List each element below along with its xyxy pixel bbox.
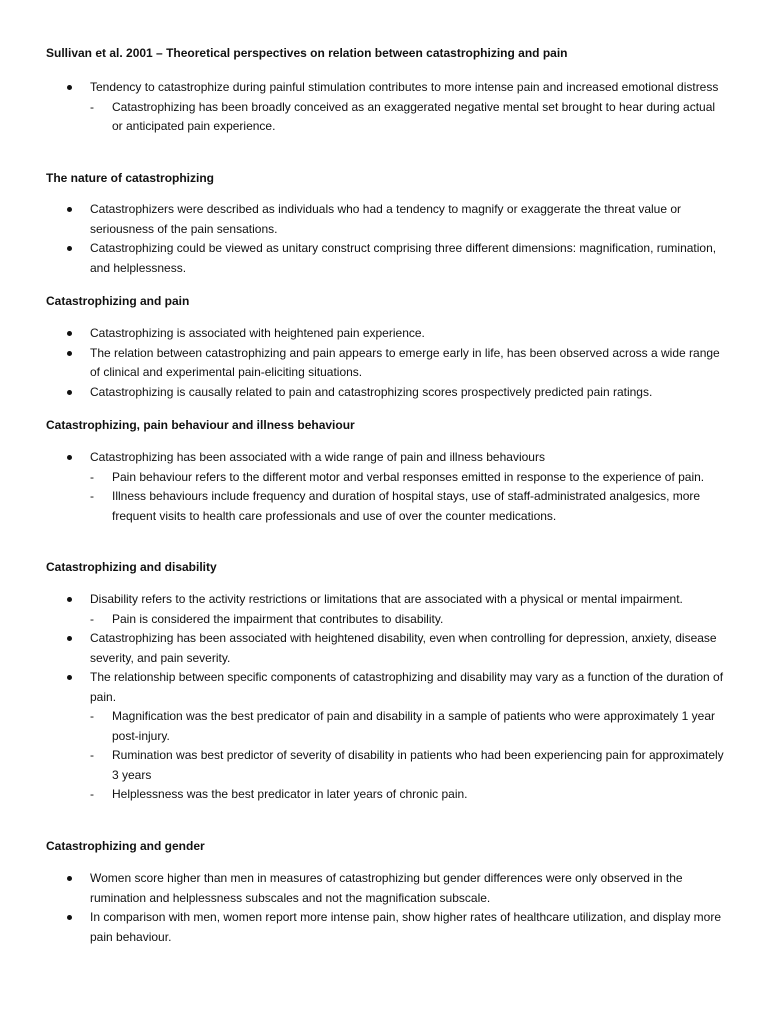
bullet-dot-icon — [67, 876, 72, 881]
bullet-item — [0, 668, 768, 805]
bullet-list — [0, 448, 768, 526]
bullet-dot-icon — [67, 85, 72, 90]
bullet-text: The relation between catastrophizing and pain appears to emerge early in life, has been observed across a wide range of clinical and experimental pain-eliciting situations. — [90, 345, 720, 379]
dash-marker-icon: - — [90, 748, 94, 762]
sub-bullet-text: Illness behaviours include frequency and duration of hospital stays, use of staff-administrated analgesics, more frequent visits to health care professionals and use of over the counter medications. — [112, 489, 701, 523]
sub-bullet-text: Catastrophizing has been broadly conceived as an exaggerated negative mental set brought to hear during actual or anticipated pain experience. — [112, 99, 716, 133]
bullet-item — [0, 590, 768, 629]
bullet-text: The relationship between specific components of catastrophizing and disability may vary as a function of the duration of pain. — [90, 670, 724, 704]
bullet-text: Catastrophizing could be viewed as unitary construct comprising three different dimensions: magnification, rumination, and helplessness. — [90, 241, 717, 275]
section-heading: Catastrophizing and disability — [46, 560, 217, 574]
section-heading: Catastrophizing, pain behaviour and illness behaviour — [46, 418, 355, 432]
sub-bullet-item — [90, 610, 724, 630]
section-heading: Catastrophizing and gender — [46, 839, 205, 853]
dash-marker-icon: - — [90, 489, 94, 503]
sub-bullet-list — [90, 98, 724, 137]
sub-bullet-text: Pain is considered the impairment that contributes to disability. — [112, 611, 444, 626]
bullet-item — [0, 200, 768, 239]
bullet-dot-icon — [67, 636, 72, 641]
sub-bullet-item — [90, 487, 724, 526]
bullet-dot-icon — [67, 675, 72, 680]
bullet-dot-icon — [67, 246, 72, 251]
bullet-list — [0, 590, 768, 805]
bullet-list — [0, 200, 768, 278]
sub-bullet-text: Rumination was best predictor of severity of disability in patients who had been experiencing pain for approximately 3 years — [112, 748, 724, 782]
bullet-dot-icon — [67, 915, 72, 920]
bullet-item — [0, 869, 768, 908]
sub-bullet-text: Pain behaviour refers to the different motor and verbal responses emitted in response to the experience of pain. — [112, 469, 705, 484]
dash-marker-icon: - — [90, 709, 94, 723]
sub-bullet-list — [90, 468, 724, 527]
bullet-list — [0, 324, 768, 402]
document-title: Sullivan et al. 2001 – Theoretical perspectives on relation between catastrophizing and pain — [46, 46, 568, 60]
bullet-item — [0, 78, 768, 137]
bullet-text: Tendency to catastrophize during painful stimulation contributes to more intense pain and increased emotional distress — [90, 80, 719, 94]
bullet-item — [0, 629, 768, 668]
dash-marker-icon: - — [90, 787, 94, 801]
bullet-text: In comparison with men, women report more intense pain, show higher rates of healthcare utilization, and display more pain behaviour. — [90, 910, 721, 944]
bullet-item — [0, 383, 768, 403]
section-heading: Catastrophizing and pain — [46, 294, 190, 308]
sub-bullet-list — [90, 610, 724, 630]
bullet-dot-icon — [67, 455, 72, 460]
sub-bullet-item — [90, 785, 724, 805]
sub-bullet-item — [90, 98, 724, 137]
bullet-text: Disability refers to the activity restrictions or limitations that are associated with a physical or mental impairment. — [90, 592, 683, 606]
sub-bullet-item — [90, 468, 724, 488]
bullet-text: Women score higher than men in measures of catastrophizing but gender differences were only observed in the rumination and helplessness subscales and not the magnification subscale. — [90, 871, 683, 905]
bullet-item — [0, 448, 768, 526]
dash-marker-icon: - — [90, 611, 94, 626]
bullet-dot-icon — [67, 331, 72, 336]
sub-bullet-text: Magnification was the best predicator of pain and disability in a sample of patients who were approximately 1 year post-injury. — [112, 709, 715, 743]
dash-marker-icon: - — [90, 469, 94, 484]
sub-bullet-text: Helplessness was the best predicator in later years of chronic pain. — [112, 787, 468, 801]
bullet-text: Catastrophizing is associated with heightened pain experience. — [90, 326, 425, 340]
sub-bullet-item — [90, 707, 724, 746]
section-heading: The nature of catastrophizing — [46, 171, 215, 185]
sub-bullet-list — [90, 707, 724, 805]
bullet-dot-icon — [67, 207, 72, 212]
bullet-item — [0, 908, 768, 947]
bullet-text: Catastrophizing has been associated with heightened disability, even when controlling for depression, anxiety, disease severity, and pain severity. — [90, 631, 717, 665]
bullet-dot-icon — [67, 390, 72, 395]
bullet-item — [0, 344, 768, 383]
bullet-list — [0, 78, 768, 137]
bullet-text: Catastrophizers were described as individuals who had a tendency to magnify or exaggerate the threat value or seriousness of the pain sensations. — [90, 202, 682, 236]
bullet-item — [0, 239, 768, 278]
bullet-dot-icon — [67, 351, 72, 356]
sub-bullet-item — [90, 746, 724, 785]
bullet-text: Catastrophizing has been associated with a wide range of pain and illness behaviours — [90, 450, 545, 464]
dash-marker-icon: - — [90, 99, 94, 114]
bullet-dot-icon — [67, 597, 72, 602]
bullet-text: Catastrophizing is causally related to pain and catastrophizing scores prospectively predicted pain ratings. — [90, 384, 653, 399]
bullet-item — [0, 324, 768, 344]
bullet-list — [0, 869, 768, 947]
